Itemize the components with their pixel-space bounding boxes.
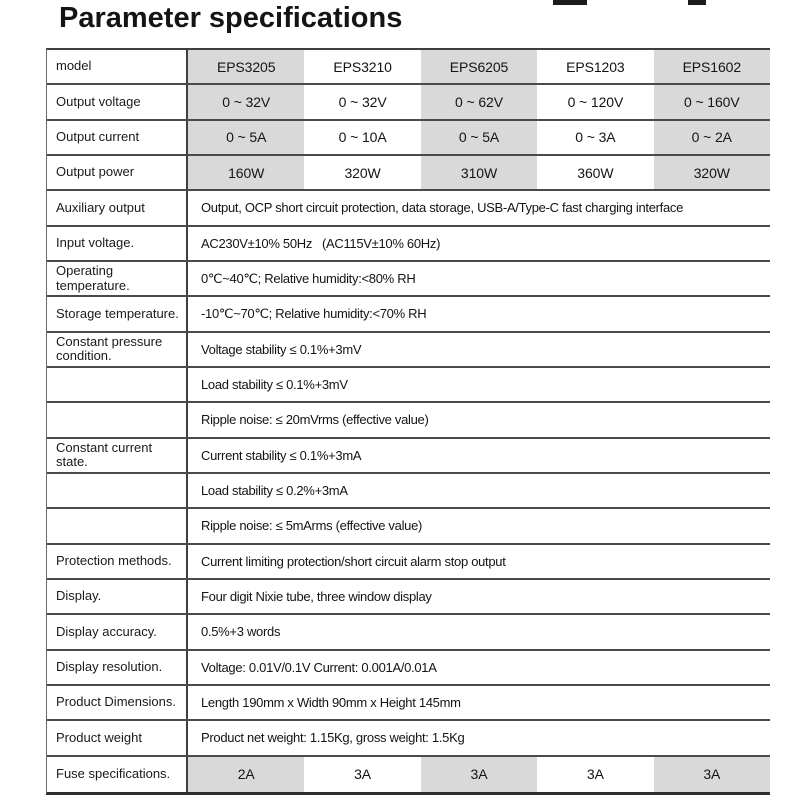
row-label: Output power	[47, 156, 188, 189]
table-row-constant-current	[47, 439, 770, 474]
row-label: Input voltage.	[47, 227, 188, 260]
spec-cell: 320W	[654, 156, 770, 189]
table-row-fuse-specifications	[47, 757, 770, 792]
row-label: Operating temperature.	[47, 262, 188, 295]
row-label: Product weight	[47, 721, 188, 754]
table-row-protection-methods	[47, 545, 770, 580]
row-label: Display.	[47, 580, 188, 613]
spec-value: Ripple noise: ≤ 20mVrms (effective value)	[201, 412, 429, 428]
spec-cell: 3A	[354, 766, 372, 783]
spec-cell: 0 ~ 32V	[338, 93, 387, 110]
table-row-display-accuracy	[47, 615, 770, 650]
page-title: Parameter specifications	[59, 2, 403, 34]
spec-cell: 3A	[421, 757, 537, 792]
scan-artifact	[553, 0, 587, 5]
spec-value: Four digit Nixie tube, three window display	[201, 589, 432, 605]
spec-cell: 0 ~ 10A	[338, 129, 387, 146]
row-label: Auxiliary output	[47, 191, 188, 224]
table-row-output-current	[47, 121, 770, 156]
table-row-display-resolution	[47, 651, 770, 686]
spec-cell: 2A	[188, 757, 304, 792]
row-label	[47, 509, 188, 542]
spec-value: Ripple noise: ≤ 5mArms (effective value)	[201, 518, 423, 534]
row-label: Display resolution.	[47, 651, 188, 684]
spec-value: Output, OCP short circuit protection, data storage, USB-A/Type-C fast charging interface	[201, 200, 684, 216]
spec-value: Product net weight: 1.15Kg, gross weight: 1.5Kg	[201, 730, 465, 746]
row-label: Product Dimensions.	[47, 686, 188, 719]
spec-value: Current stability ≤ 0.1%+3mA	[201, 447, 362, 463]
spec-cell: 3A	[654, 757, 770, 792]
spec-cell: 0 ~ 3A	[575, 129, 616, 146]
table-row-ripple-noise-mv	[47, 403, 770, 438]
spec-value: 0.5%+3 words	[201, 624, 281, 640]
spec-cell: 320W	[344, 164, 381, 181]
spec-cell: 0 ~ 5A	[188, 121, 304, 154]
table-row-output-voltage	[47, 85, 770, 120]
spec-cell: 0 ~ 120V	[567, 93, 624, 110]
spec-cell: 0 ~ 2A	[654, 121, 770, 154]
spec-value: Length 190mm x Width 90mm x Height 145mm	[201, 695, 461, 711]
table-row-load-stability-ma	[47, 474, 770, 509]
table-row-output-power	[47, 156, 770, 191]
row-label: Constant current state.	[47, 439, 188, 472]
table-row-display	[47, 580, 770, 615]
spec-value: Load stability ≤ 0.2%+3mA	[201, 483, 348, 499]
table-row-ripple-noise-ma	[47, 509, 770, 544]
table-row-storage-temperature	[47, 297, 770, 332]
table-row-model	[47, 50, 770, 85]
table-row-auxiliary-output	[47, 191, 770, 226]
table-row-product-weight	[47, 721, 770, 756]
spec-cell: 0 ~ 62V	[421, 85, 537, 118]
row-label	[47, 368, 188, 401]
spec-value: 0℃~40℃; Relative humidity:<80% RH	[201, 270, 416, 286]
row-label	[47, 403, 188, 436]
spec-value: Voltage: 0.01V/0.1V Current: 0.001A/0.01A	[201, 659, 437, 675]
row-label: Protection methods.	[47, 545, 188, 578]
spec-cell: EPS1203	[566, 58, 625, 75]
spec-value: Current limiting protection/short circuit alarm stop output	[201, 553, 506, 569]
spec-cell: EPS6205	[421, 50, 537, 83]
spec-cell: 3A	[586, 766, 604, 783]
row-label: Output current	[47, 121, 188, 154]
spec-value: AC230V±10% 50Hz (AC115V±10% 60Hz)	[201, 235, 441, 251]
spec-cell: 160W	[188, 156, 304, 189]
parameter-spec-table	[46, 48, 770, 795]
table-row-constant-pressure	[47, 333, 770, 368]
spec-cell: EPS3210	[333, 58, 392, 75]
spec-cell: 0 ~ 160V	[654, 85, 770, 118]
row-label: Display accuracy.	[47, 615, 188, 648]
scan-artifact	[688, 0, 706, 5]
spec-value: Voltage stability ≤ 0.1%+3mV	[201, 341, 362, 357]
spec-cell: 0 ~ 32V	[188, 85, 304, 118]
table-row-input-voltage	[47, 227, 770, 262]
spec-value: -10℃~70℃; Relative humidity:<70% RH	[201, 305, 427, 321]
table-row-operating-temperature	[47, 262, 770, 297]
row-label: Fuse specifications.	[47, 757, 188, 792]
row-label: Output voltage	[47, 85, 188, 118]
spec-cell: EPS1602	[654, 50, 770, 83]
spec-cell: 310W	[421, 156, 537, 189]
row-label	[47, 474, 188, 507]
table-row-load-stability-mv	[47, 368, 770, 403]
table-row-product-dimensions	[47, 686, 770, 721]
row-label: Storage temperature.	[47, 297, 188, 330]
spec-cell: 0 ~ 5A	[421, 121, 537, 154]
spec-cell: EPS3205	[188, 50, 304, 83]
spec-value: Load stability ≤ 0.1%+3mV	[201, 377, 348, 393]
spec-cell: 360W	[577, 164, 614, 181]
row-label: model	[47, 50, 188, 83]
row-label: Constant pressure condition.	[47, 333, 188, 366]
